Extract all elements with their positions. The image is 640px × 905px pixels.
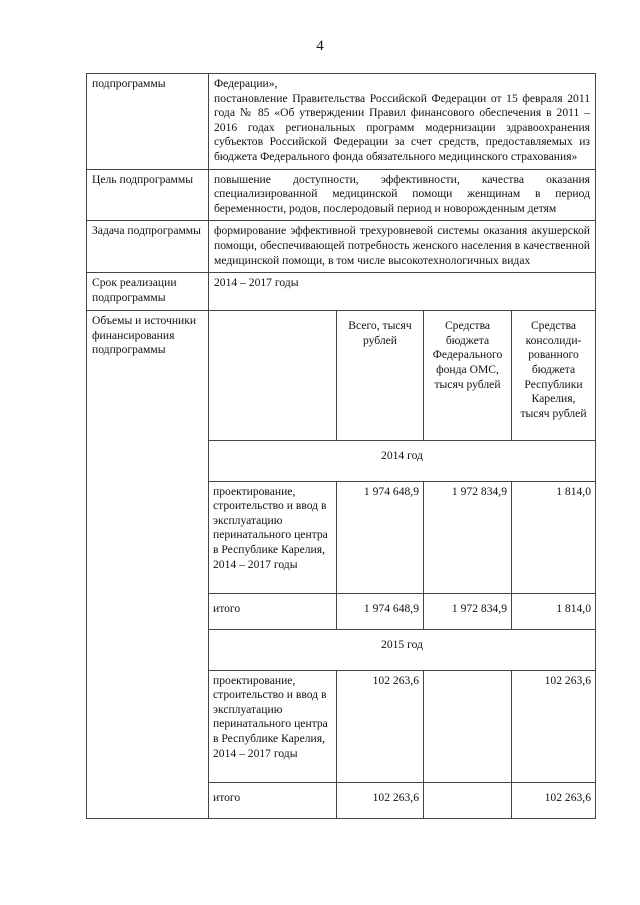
row-period [87,273,596,311]
item-total: 1 974 648,9 [337,481,424,593]
financing-header-row [209,311,595,440]
year-label: 2014 год [209,440,595,481]
item-oms [424,782,512,818]
page-number: 4 [316,38,324,54]
row-value: формирование эффективной трехуровневой системы оказания акушерской помощи, обеспечивающей потребность женского населения в качественной медицинской помощи, в том числе высокотехнологичных видах [209,221,596,273]
row-label: Задача подпрограммы [87,221,209,273]
item-total: 1 974 648,9 [337,593,424,629]
text-line: постановление Правительства Российской Федерации от 15 февраля 2011 года № 85 «Об утверждении Правил финансового обеспечения в 2011 – 2016 годах региональных программ модернизации здравоохранения субъектов Российской Федерации за счет средств, предоставляемых из бюджета Федерального фонда обязательного медицинского страхования» [214,91,590,163]
item-regional: 102 263,6 [512,670,596,782]
row-label: Объемы и источники финансирования подпрограммы [87,311,209,819]
item-name: итого [209,782,337,818]
item-oms: 1 972 834,9 [424,481,512,593]
row-value: повышение доступности, эффективности, качества оказания специализированной медицинской помощи женщинам в период беременности, родов, послеродовый период и новорожденным детям [209,169,596,221]
header-cell-empty [209,311,337,440]
header-cell-total: Всего, тысяч рублей [337,311,424,440]
header-cell-oms: Средства бюджета Федерального фонда ОМС, тысяч рублей [424,311,512,440]
financing-table [209,311,595,818]
row-legal-basis [87,74,596,170]
row-value [209,74,596,170]
table-row [209,593,595,629]
year-row [209,440,595,481]
row-value: 2014 – 2017 годы [209,273,596,311]
row-financing [87,311,596,819]
item-name: итого [209,593,337,629]
item-regional: 1 814,0 [512,593,596,629]
item-oms: 1 972 834,9 [424,593,512,629]
financing-cell [209,311,596,819]
item-total: 102 263,6 [337,670,424,782]
text-line: Федерации», [214,77,278,90]
row-task [87,221,596,273]
row-label: подпрограммы [87,74,209,170]
item-name: проектирование, строительство и ввод в эксплуатацию перинатального центра в Республике Карелия, 2014 – 2017 годы [209,670,337,782]
item-total: 102 263,6 [337,782,424,818]
table-row [209,481,595,593]
passport-table [86,73,596,819]
item-regional: 102 263,6 [512,782,596,818]
item-oms [424,670,512,782]
year-row [209,629,595,670]
row-label: Срок реализации подпрограммы [87,273,209,311]
item-name: проектирование, строительство и ввод в эксплуатацию перинатального центра в Республике Карелия, 2014 – 2017 годы [209,481,337,593]
table-row [209,782,595,818]
row-label: Цель подпрограммы [87,169,209,221]
year-label: 2015 год [209,629,595,670]
header-cell-regional: Средства консолиди-рованного бюджета Республики Карелия, тысяч рублей [512,311,596,440]
table-row [209,670,595,782]
item-regional: 1 814,0 [512,481,596,593]
row-goal [87,169,596,221]
